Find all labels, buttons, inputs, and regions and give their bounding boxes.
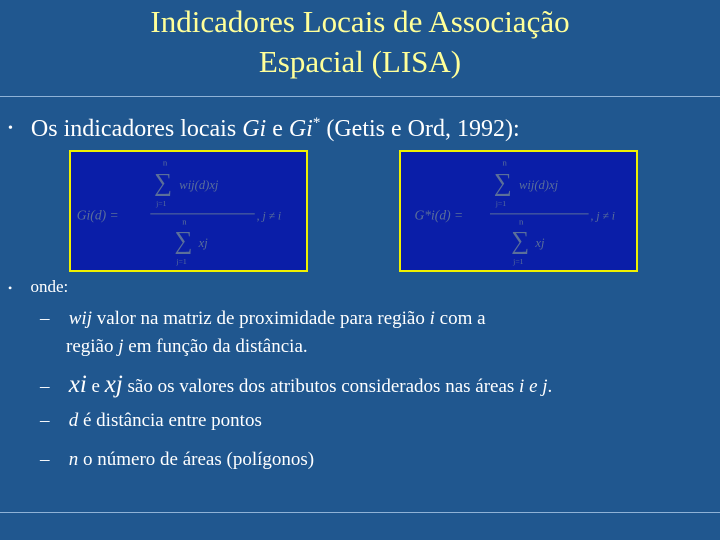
bullet-conj: e [272,116,289,142]
definition-xi-text: são os valores dos atributos considerados nas áreas [127,376,520,397]
formula-gi-lhs: Gi(d) = [76,207,119,223]
slide-title [0,2,720,82]
definition-xi-xj [40,371,552,399]
formula-gi-sum-bottom-2: j=1 [176,257,187,267]
definition-n-text: o número de áreas (polígonos) [83,449,315,470]
title-divider [0,96,720,97]
bullet-text-before: Os indicadores locais [30,116,243,142]
term-i-e-j: i e j [519,376,548,397]
term-xj: xj [104,371,123,398]
dash: – [40,376,50,397]
gi-star-symbol: Gi [288,116,313,142]
formula-gi-star-sum-bottom: j=1 [495,199,507,209]
footer-divider [0,512,720,513]
formula-gi-sum-bottom: j=1 [156,199,167,209]
formula-gi [71,152,306,270]
term-n: n [68,449,79,470]
dash: – [40,308,50,329]
term-wij: wij [68,308,92,329]
formula-gi-numerator: wij(d)xj [179,177,219,192]
gi-symbol: Gi [242,116,267,142]
formula-gi-star-lhs: G*i(d) = [414,207,464,223]
bullet-onde [8,277,68,297]
formula-gi-star-sum-symbol: ∑ [493,169,512,197]
term-d: d [68,410,79,431]
definition-wij-line2-start: região [66,336,119,357]
definition-wij-line2-rest: em função da distância. [128,336,308,357]
term-xi: xi [68,371,87,398]
formula-gi-denominator: xj [198,235,208,250]
title-line-1: Indicadores Locais de Associação [150,4,570,39]
definition-wij-line2 [66,336,308,358]
formula-gi-star-box [399,150,638,272]
formula-gi-sum-top: n [162,157,168,168]
bullet-dot: • [8,281,13,295]
onde-label: onde: [30,277,69,296]
formula-gi-condition: , j ≠ i [256,209,282,223]
definition-wij-text: valor na matriz de proximidade para região [96,308,430,329]
formula-gi-sum-symbol: ∑ [154,169,173,197]
formula-gi-sum-top-2: n [182,216,187,227]
formula-gi-star-sum-top-2: n [518,216,524,227]
formula-gi-sum-symbol-2: ∑ [174,227,193,255]
dash: – [40,410,50,431]
formula-gi-star-numerator: wij(d)xj [518,177,559,192]
definition-xi-end: . [547,376,553,397]
definition-wij [40,308,486,330]
formula-gi-star-sum-symbol-2: ∑ [511,227,530,255]
formula-gi-star-denominator: xj [535,235,545,250]
bullet-dot: • [8,121,13,136]
formula-gi-star-sum-top: n [502,157,507,168]
definition-d [40,410,262,432]
bullet-indicators [8,115,520,143]
definition-n [40,449,314,471]
term-j: j [118,336,124,357]
formula-gi-star-sum-bottom-2: j=1 [513,257,524,267]
dash: – [40,449,50,470]
formula-gi-box [69,150,308,272]
star-superscript: * [312,115,321,131]
title-line-2: Espacial (LISA) [258,44,462,79]
bullet-text-after: (Getis e Ord, 1992): [326,116,520,142]
definition-wij-text2: com a [439,308,486,329]
term-i: i [429,308,435,329]
definition-d-text: é distância entre pontos [83,410,262,431]
formula-gi-star-condition: , j ≠ i [590,209,615,223]
formula-gi-star [401,152,636,270]
definition-xi-conj: e [91,376,105,397]
